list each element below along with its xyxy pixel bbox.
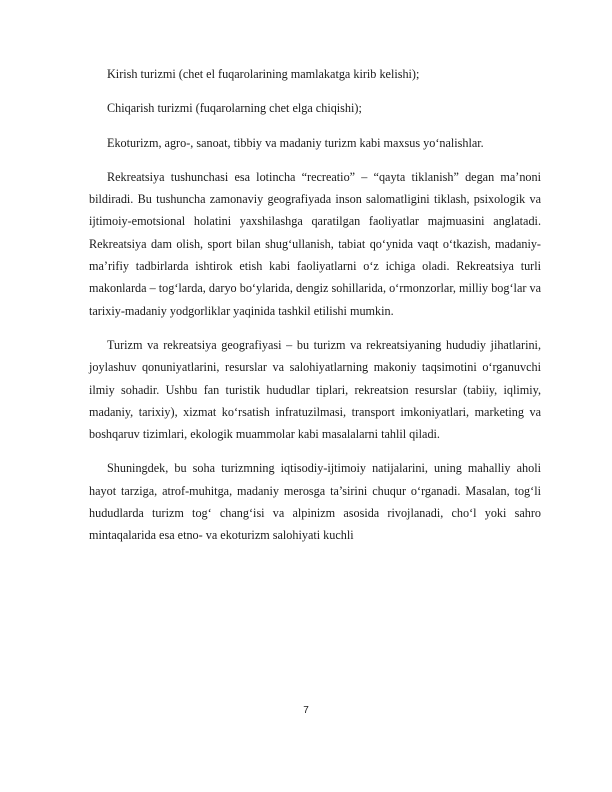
paragraph-socioeconomic-impact: Shuningdek, bu soha turizmning iqtisodiy-ijtimoiy natijalarini, uning mahalliy aholi hayot tarziga, atrof-muhitga, madaniy merosga ta’sirini chuqur o‘rganadi. Masalan, tog‘li hududlarda turizm tog‘ chang‘isi va alpinizm asosida rivojlanadi, cho‘l yoki sahro mintaqalarida esa etno- va ekoturizm salohiyati kuchli [89, 461, 541, 543]
paragraph-recreation-definition: Rekreatsiya tushunchasi esa lotincha “recreatio” – “qayta tiklanish” degan ma’noni bildiradi. Bu tushuncha zamonaviy geografiyada inson salomatligini tiklash, psixologik va ijtimoiy-emotsional holatini yaxshilashga qaratilgan faoliyatlar majmuasini anglatadi. Rekreatsiya dam olish, sport bilan shug‘ullanish, tabiat qo‘ynida vaqt o‘tkazish, madaniy-ma’rifiy tadbirlarda ishtirok etish kabi faoliyatlarni o‘z ichiga oladi. Rekreatsiya turli makonlarda – tog‘larda, daryo bo‘ylarida, dengiz sohillarida, o‘rmonzorlar, milliy bog‘lar va tarixiy-madaniy yodgorliklar yaqinida tashkil etilishi mumkin. [89, 169, 541, 318]
paragraph-special-tourism: Ekoturizm, agro-, sanoat, tibbiy va madaniy turizm kabi maxsus yo‘nalishlar. [107, 135, 484, 150]
paragraph-geography-definition: Turizm va rekreatsiya geografiyasi – bu turizm va rekreatsiyaning hududiy jihatlarini, joylashuv qonuniyatlarini, resurslar va salohiyatlarning makoniy taqsimotini o‘rganuvchi ilmiy sohadir. Ushbu fan turistik hududlar tiplari, rekreatsion resurslar (tabiiy, iqlimiy, madaniy, tarixiy), xizmat ko‘rsatish infratuzilmasi, transport imkoniyatlari, marketing va boshqaruv tizimlari, ekologik muammolar kabi masalalarni tahlil qiladi. [89, 337, 541, 442]
paragraph-inbound-tourism: Kirish turizmi (chet el fuqarolarining mamlakatga kirib kelishi); [107, 67, 420, 81]
document-page [89, 63, 541, 559]
paragraph-outbound-tourism: Chiqarish turizmi (fuqarolarning chet elga chiqishi); [107, 101, 362, 116]
page-number: 7 [303, 705, 309, 716]
